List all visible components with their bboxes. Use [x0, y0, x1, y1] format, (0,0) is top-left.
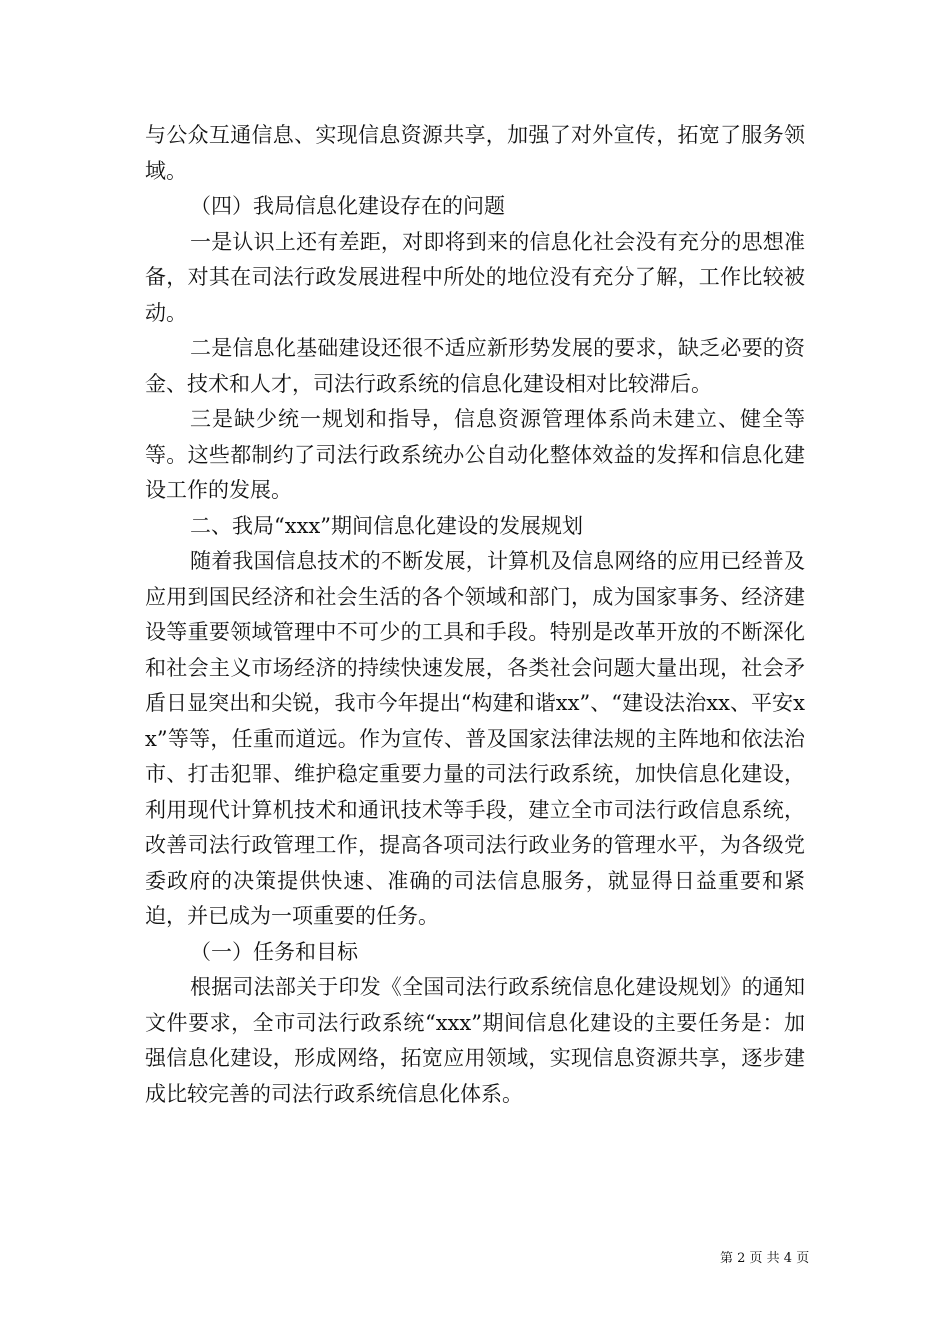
paragraph-tasks: 根据司法部关于印发《全国司法行政系统信息化建设规划》的通知文件要求，全市司法行政系统“xxx”期间信息化建设的主要任务是：加强信息化建设，形成网络，拓宽应用领域，实现信息资源共享，逐步建成比较完善的司法行政系统信息化体系。: [145, 975, 805, 1106]
paragraph-problem-1: 一是认识上还有差距，对即将到来的信息化社会没有充分的思想准备，对其在司法行政发展进程中所处的地位没有充分了解，工作比较被动。: [145, 229, 805, 325]
paragraph-plan-intro: 随着我国信息技术的不断发展，计算机及信息网络的应用已经普及应用到国民经济和社会生活的各个领域和部门，成为国家事务、经济建设等重要领域管理中不可少的工具和手段。特别是改革开放的不断深化和社会主义市场经济的持续快速发展，各类社会问题大量出现，社会矛盾日显突出和尖锐，我市今年提出“构建和谐xx”、“建设法治xx、平安xx”等等，任重而道远。作为宣传、普及国家法律法规的主阵地和依法治市、打击犯罪、维护稳定重要力量的司法行政系统，加快信息化建设，利用现代计算机技术和通讯技术等手段，建立全市司法行政信息系统，改善司法行政管理工作，提高各项司法行政业务的管理水平，为各级党委政府的决策提供快速、准确的司法信息服务，就显得日益重要和紧迫，并已成为一项重要的任务。: [145, 549, 805, 928]
document-body: [145, 118, 805, 1112]
paragraph-problem-2: 二是信息化基础建设还很不适应新形势发展的要求，缺乏必要的资金、技术和人才，司法行政系统的信息化建设相对比较滞后。: [145, 336, 805, 396]
page-number: 第 2 页 共 4 页: [720, 1251, 810, 1266]
section-heading-problems: （四）我局信息化建设存在的问题: [190, 194, 505, 218]
paragraph-continuation: 与公众互通信息、实现信息资源共享，加强了对外宣传，拓宽了服务领域。: [145, 123, 805, 183]
paragraph-problem-3: 三是缺少统一规划和指导，信息资源管理体系尚未建立、健全等等。这些都制约了司法行政系统办公自动化整体效益的发挥和信息化建设工作的发展。: [145, 407, 805, 502]
section-heading-tasks: （一）任务和目标: [190, 939, 358, 964]
section-heading-plan: 二、我局“xxx”期间信息化建设的发展规划: [190, 513, 583, 538]
